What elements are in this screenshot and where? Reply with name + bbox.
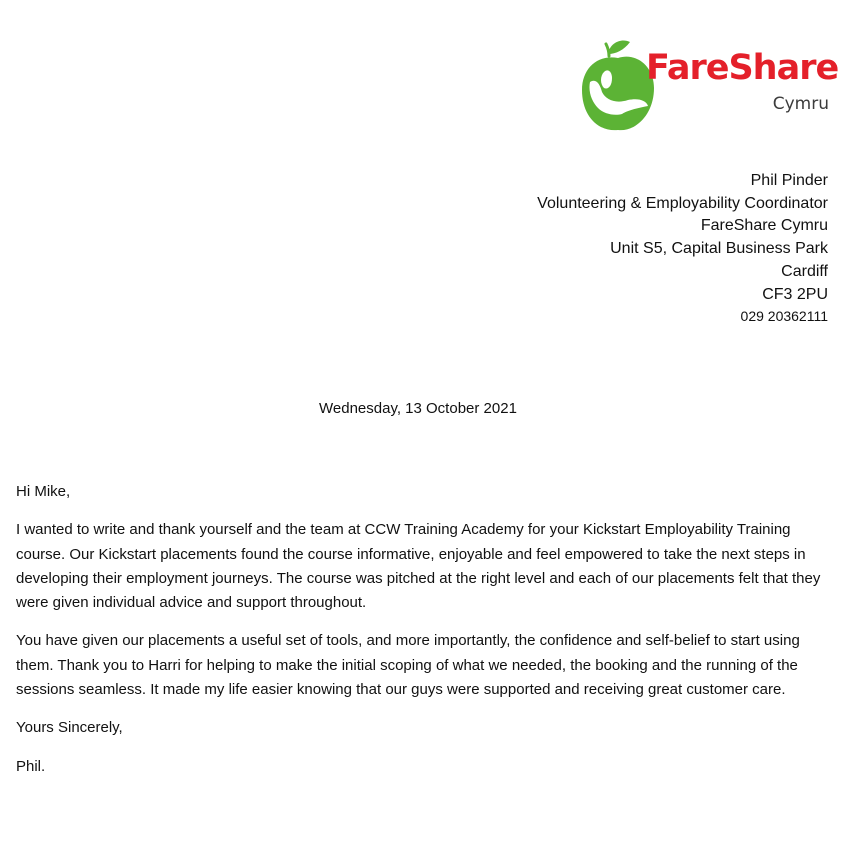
sender-street: Unit S5, Capital Business Park (610, 240, 828, 258)
sender-phone: 029 20362111 (740, 308, 828, 325)
logo-wordmark: FareShare (646, 48, 839, 88)
letter-body (16, 480, 828, 779)
paragraph-2: You have given our placements a useful set of tools, and more importantly, the confidence and self-belief to start using them. Thank you to Harri for helping to make the initial scoping of what we needed, the booking and the running of the sessions seamless. It made my life easier knowing that our guys were supported and receiving great customer care. (16, 632, 800, 699)
letter-date: Wednesday, 13 October 2021 (319, 400, 517, 417)
closing: Yours Sincerely, (16, 719, 123, 737)
sender-title: Volunteering & Employability Coordinator (537, 194, 828, 212)
sender-address-block (537, 170, 828, 326)
sender-city: Cardiff (781, 262, 828, 280)
paragraph-1: I wanted to write and thank yourself and the team at CCW Training Academy for your Kickstart Employability Training course. Our Kickstart placements found the course informative, enjoyable and feel empowered to take the next steps in developing their employment journeys. The course was pitched at the right level and each of our placements felt that they were given individual advice and support throughout. (16, 521, 821, 612)
sender-name: Phil Pinder (750, 172, 828, 189)
greeting: Hi Mike, (16, 483, 71, 500)
logo-subtitle: Cymru (772, 94, 829, 114)
sender-postcode: CF3 2PU (762, 285, 828, 303)
fareshare-cymru-logo (578, 38, 839, 134)
signature: Phil. (16, 757, 46, 775)
sender-organisation: FareShare Cymru (700, 217, 828, 235)
